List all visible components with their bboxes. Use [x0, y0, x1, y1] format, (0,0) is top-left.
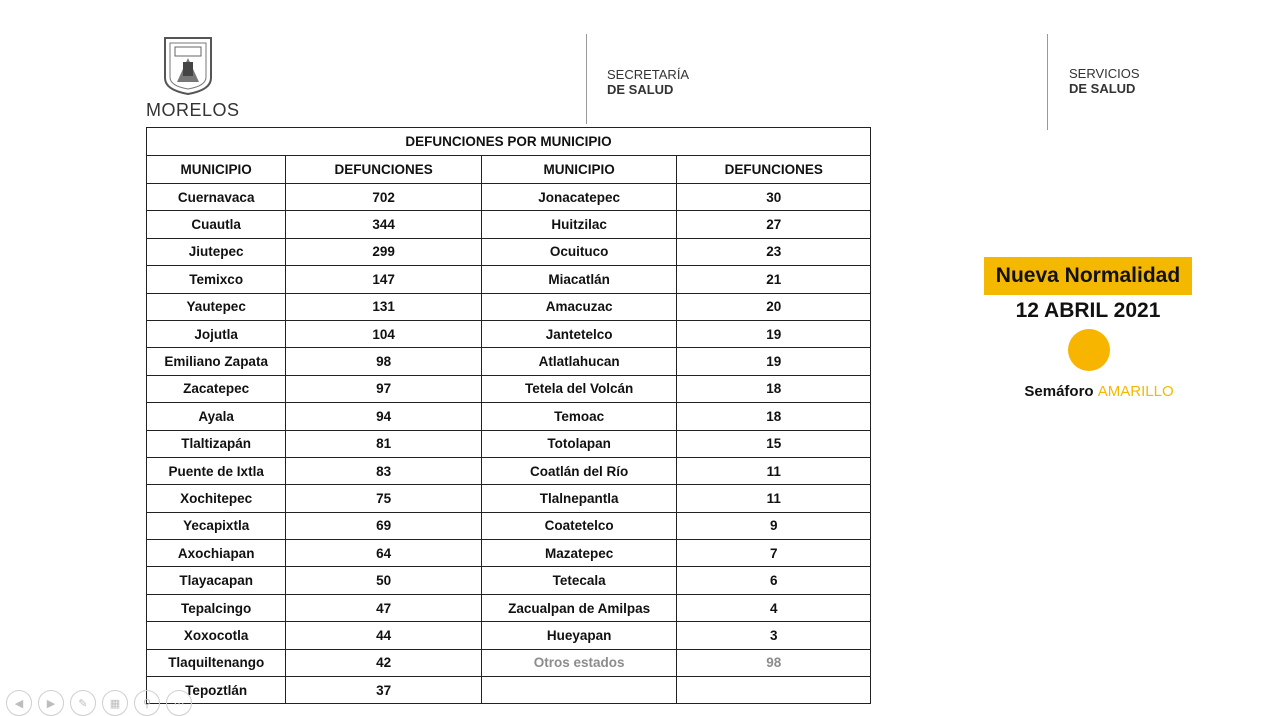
zoom-icon[interactable]: ⚲	[134, 690, 160, 716]
table-title: DEFUNCIONES POR MUNICIPIO	[147, 128, 871, 156]
traffic-light-dot	[1068, 329, 1110, 371]
municipio-cell: Hueyapan	[481, 622, 677, 649]
defunciones-cell: 4	[677, 594, 871, 621]
defunciones-cell: 18	[677, 403, 871, 430]
defunciones-cell: 42	[286, 649, 482, 676]
semaforo-status	[984, 383, 1214, 400]
defunciones-cell: 147	[286, 266, 482, 293]
agency-line: SECRETARÍA	[607, 67, 690, 82]
slideshow-controls	[6, 690, 192, 716]
municipio-cell: Axochiapan	[147, 540, 286, 567]
municipio-cell: Miacatlán	[481, 266, 677, 293]
defunciones-cell: 344	[286, 211, 482, 238]
defunciones-cell: 19	[677, 320, 871, 347]
more-icon[interactable]: ⋯	[166, 690, 192, 716]
column-header: DEFUNCIONES	[677, 156, 871, 184]
defunciones-cell: 30	[677, 184, 871, 211]
defunciones-cell: 69	[286, 512, 482, 539]
table-row	[147, 184, 871, 211]
defunciones-cell: 18	[677, 375, 871, 402]
pen-icon[interactable]: ✎	[70, 690, 96, 716]
table-row	[147, 567, 871, 594]
slides-icon[interactable]: ▦	[102, 690, 128, 716]
agency-secretaria	[607, 67, 689, 97]
table-row	[147, 211, 871, 238]
municipio-cell: Tetecala	[481, 567, 677, 594]
defunciones-cell: 98	[286, 348, 482, 375]
morelos-logo	[146, 34, 246, 124]
table-row	[147, 677, 871, 704]
municipio-cell: Emiliano Zapata	[147, 348, 286, 375]
state-seal-icon	[161, 34, 215, 96]
defunciones-cell: 131	[286, 293, 482, 320]
table-row	[147, 622, 871, 649]
defunciones-cell: 20	[677, 293, 871, 320]
table-row	[147, 348, 871, 375]
municipio-cell: Puente de Ixtla	[147, 457, 286, 484]
defunciones-cell: 44	[286, 622, 482, 649]
municipio-cell: Totolapan	[481, 430, 677, 457]
municipio-cell: Tepoztlán	[147, 677, 286, 704]
defunciones-cell: 104	[286, 320, 482, 347]
defunciones-cell: 37	[286, 677, 482, 704]
municipio-cell: Amacuzac	[481, 293, 677, 320]
status-badge: Nueva Normalidad	[984, 257, 1192, 295]
defunciones-cell: 7	[677, 540, 871, 567]
defunciones-cell: 3	[677, 622, 871, 649]
previous-icon[interactable]: ◀	[6, 690, 32, 716]
table-row	[147, 649, 871, 676]
municipio-cell: Jojutla	[147, 320, 286, 347]
table-row	[147, 320, 871, 347]
municipio-cell: Coatlán del Río	[481, 457, 677, 484]
defunciones-cell: 81	[286, 430, 482, 457]
municipio-cell: Temixco	[147, 266, 286, 293]
municipio-cell: Tlalnepantla	[481, 485, 677, 512]
municipio-cell: Tlaquiltenango	[147, 649, 286, 676]
defunciones-cell: 47	[286, 594, 482, 621]
table-row	[147, 238, 871, 265]
table-row	[147, 266, 871, 293]
defunciones-cell: 19	[677, 348, 871, 375]
defunciones-cell: 702	[286, 184, 482, 211]
defunciones-cell: 15	[677, 430, 871, 457]
municipio-cell: Coatetelco	[481, 512, 677, 539]
column-header: DEFUNCIONES	[286, 156, 482, 184]
defunciones-cell: 64	[286, 540, 482, 567]
column-header: MUNICIPIO	[147, 156, 286, 184]
defunciones-cell: 9	[677, 512, 871, 539]
municipio-cell: Mazatepec	[481, 540, 677, 567]
municipio-cell: Xochitepec	[147, 485, 286, 512]
municipio-cell: Xoxocotla	[147, 622, 286, 649]
municipio-cell: Jantetelco	[481, 320, 677, 347]
municipio-cell: Yecapixtla	[147, 512, 286, 539]
defunciones-cell: 97	[286, 375, 482, 402]
defunciones-cell: 21	[677, 266, 871, 293]
table-header-row	[147, 156, 871, 184]
municipio-cell: Cuautla	[147, 211, 286, 238]
municipio-cell: Tlayacapan	[147, 567, 286, 594]
municipio-cell: Temoac	[481, 403, 677, 430]
defunciones-cell: 27	[677, 211, 871, 238]
table-row	[147, 485, 871, 512]
table-row	[147, 293, 871, 320]
municipio-cell: Ayala	[147, 403, 286, 430]
defunciones-cell: 98	[677, 649, 871, 676]
defunciones-cell: 94	[286, 403, 482, 430]
defunciones-cell: 83	[286, 457, 482, 484]
defunciones-cell: 75	[286, 485, 482, 512]
defunciones-cell: 11	[677, 485, 871, 512]
defunciones-cell: 23	[677, 238, 871, 265]
municipio-cell	[481, 677, 677, 704]
municipio-cell: Otros estados	[481, 649, 677, 676]
semaforo-label: Semáforo	[1024, 383, 1094, 400]
semaforo-value: AMARILLO	[1097, 383, 1174, 400]
agency-line: DE SALUD	[1069, 81, 1136, 96]
municipio-cell: Zacatepec	[147, 375, 286, 402]
agency-line: DE SALUD	[607, 82, 674, 97]
next-icon[interactable]: ▶	[38, 690, 64, 716]
municipio-cell: Atlatlahucan	[481, 348, 677, 375]
deaths-table	[146, 127, 871, 704]
municipio-cell: Cuernavaca	[147, 184, 286, 211]
column-header: MUNICIPIO	[481, 156, 677, 184]
defunciones-cell: 6	[677, 567, 871, 594]
municipio-cell: Zacualpan de Amilpas	[481, 594, 677, 621]
divider	[586, 34, 587, 124]
agency-servicios	[1069, 66, 1140, 96]
municipio-cell: Tlaltizapán	[147, 430, 286, 457]
divider	[1047, 34, 1048, 130]
table-row	[147, 540, 871, 567]
table-row	[147, 512, 871, 539]
table-row	[147, 594, 871, 621]
table-row	[147, 430, 871, 457]
municipio-cell: Yautepec	[147, 293, 286, 320]
logo-text: MORELOS	[146, 100, 240, 120]
municipio-cell: Tetela del Volcán	[481, 375, 677, 402]
table-row	[147, 457, 871, 484]
report-date: 12 ABRIL 2021	[1015, 299, 1161, 322]
municipio-cell: Jiutepec	[147, 238, 286, 265]
defunciones-cell: 50	[286, 567, 482, 594]
defunciones-cell: 11	[677, 457, 871, 484]
municipio-cell: Huitzilac	[481, 211, 677, 238]
defunciones-cell	[677, 677, 871, 704]
municipio-cell: Tepalcingo	[147, 594, 286, 621]
defunciones-cell: 299	[286, 238, 482, 265]
agency-line: SERVICIOS	[1069, 66, 1140, 81]
table-row	[147, 375, 871, 402]
municipio-cell: Jonacatepec	[481, 184, 677, 211]
municipio-cell: Ocuituco	[481, 238, 677, 265]
table-row	[147, 403, 871, 430]
